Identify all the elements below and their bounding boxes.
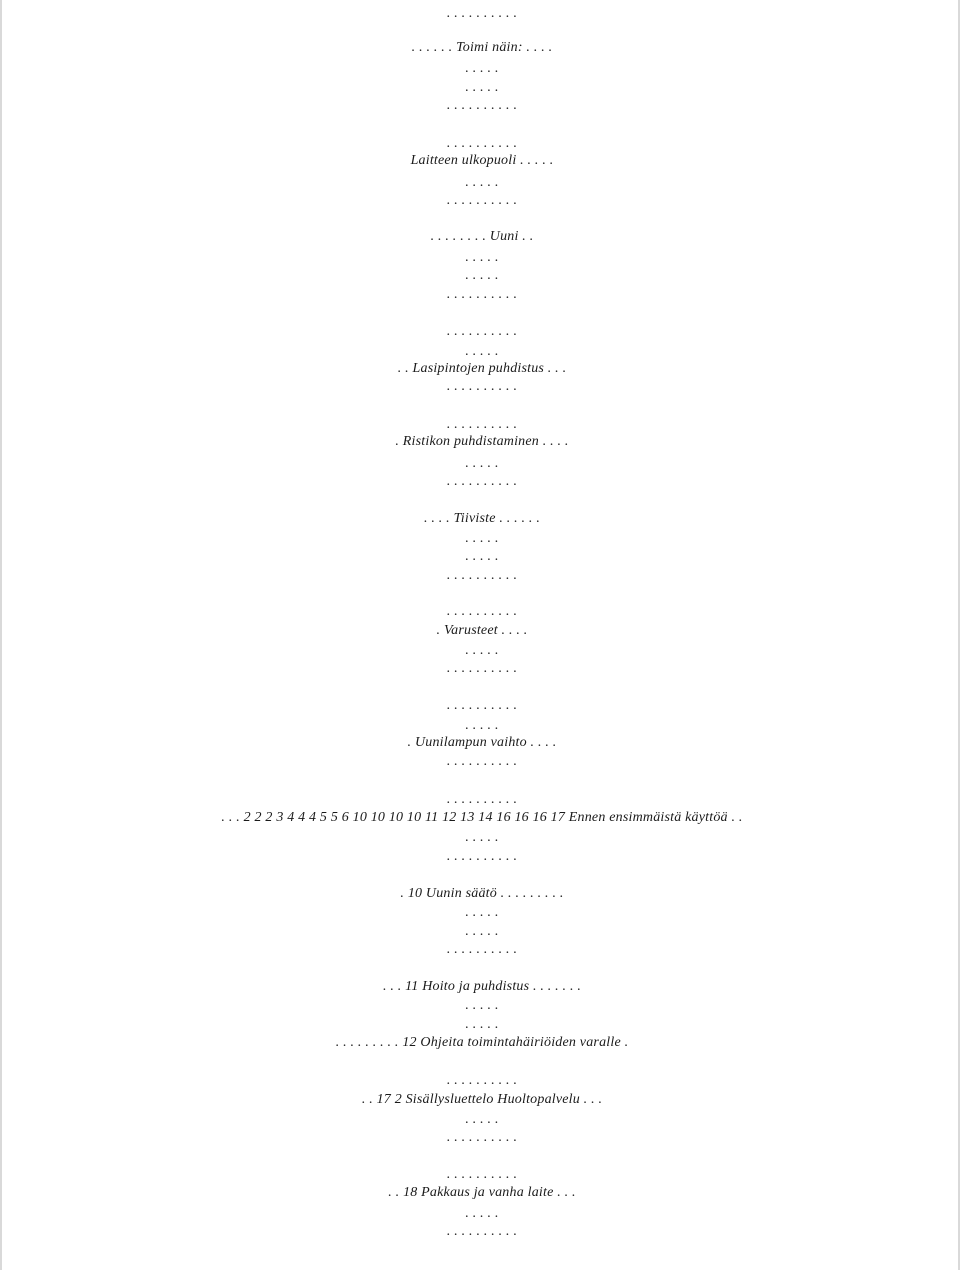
toc-line: . Varusteet . . . . — [436, 623, 528, 638]
toc-line: . . . . . . . . . 12 Ohjeita toimintahäiriöiden varalle . — [335, 1035, 629, 1050]
toc-line: . . . . . . Toimi näin: . . . . — [411, 40, 553, 55]
toc-line: . . . . . . . . Uuni . . — [430, 229, 534, 244]
toc-line: . . . . . — [465, 268, 499, 283]
toc-line: . . 17 2 Sisällysluettelo Huoltopalvelu . . . — [361, 1092, 603, 1107]
toc-line: . . . . . — [465, 643, 499, 658]
toc-line: . . . . . — [465, 1206, 499, 1221]
toc-line: . . . . . . . . . . — [446, 324, 518, 339]
toc-line: . . . . . — [465, 830, 499, 845]
toc-line: . . . . . . . . . . — [446, 98, 518, 113]
toc-line: . . . . . . . . . . — [446, 792, 518, 807]
toc-line: . 10 Uunin säätö . . . . . . . . . — [400, 886, 564, 901]
toc-line: . . . . . — [465, 1017, 499, 1032]
toc-line: . . . 2 2 2 3 4 4 4 5 5 6 10 10 10 10 11 12 13 14 16 16 16 17 Ennen ensimmäistä käyttöä . . — [221, 810, 743, 825]
toc-line: . Uunilampun vaihto . . . . — [407, 735, 557, 750]
toc-line: . . . . . . . . . . — [446, 568, 518, 583]
toc-line: . . . . . — [465, 549, 499, 564]
toc-line: . . . 11 Hoito ja puhdistus . . . . . . . — [382, 979, 582, 994]
toc-line: . . . . . — [465, 998, 499, 1013]
toc-line: . . . . . . . . . . — [446, 942, 518, 957]
toc-line: . . . . . — [465, 250, 499, 265]
toc-line: . Ristikon puhdistaminen . . . . — [395, 434, 569, 449]
toc-line: . . . . . — [465, 175, 499, 190]
toc-line: . . . . . . . . . . — [446, 136, 518, 151]
toc-line: Laitteen ulkopuoli . . . . . — [410, 153, 554, 168]
toc-line: . . . . . . . . . . — [446, 1167, 518, 1182]
toc-line: . . . . . . . . . . — [446, 754, 518, 769]
toc-line: . . . . . — [465, 344, 499, 359]
toc-line: . . . . . . . . . . — [446, 849, 518, 864]
toc-line: . . Lasipintojen puhdistus . . . — [397, 361, 567, 376]
toc-line: . . . . . . . . . . — [446, 474, 518, 489]
toc-line: . . . . . — [465, 924, 499, 939]
toc-line: . . . . . — [465, 61, 499, 76]
toc-line: . . . . . . . . . . — [446, 6, 518, 21]
toc-line: . . . . Tiiviste . . . . . . — [423, 511, 541, 526]
toc-line: . . 18 Pakkaus ja vanha laite . . . — [388, 1185, 576, 1200]
toc-line: . . . . . . . . . . — [446, 1073, 518, 1088]
toc-line: . . . . . . . . . . — [446, 379, 518, 394]
toc-line: . . . . . — [465, 456, 499, 471]
toc-line: . . . . . — [465, 905, 499, 920]
toc-line: . . . . . — [465, 1112, 499, 1127]
toc-line: . . . . . . . . . . — [446, 661, 518, 676]
toc-line: . . . . . . . . . . — [446, 698, 518, 713]
toc-line: . . . . . — [465, 80, 499, 95]
toc-line: . . . . . . . . . . — [446, 417, 518, 432]
toc-line: . . . . . . . . . . — [446, 287, 518, 302]
toc-line: . . . . . . . . . . — [446, 604, 518, 619]
toc-line: . . . . . — [465, 718, 499, 733]
toc-line: . . . . . — [465, 531, 499, 546]
toc-line: . . . . . . . . . . — [446, 1224, 518, 1239]
toc-line: . . . . . . . . . . — [446, 193, 518, 208]
toc-line: . . . . . . . . . . — [446, 1130, 518, 1145]
